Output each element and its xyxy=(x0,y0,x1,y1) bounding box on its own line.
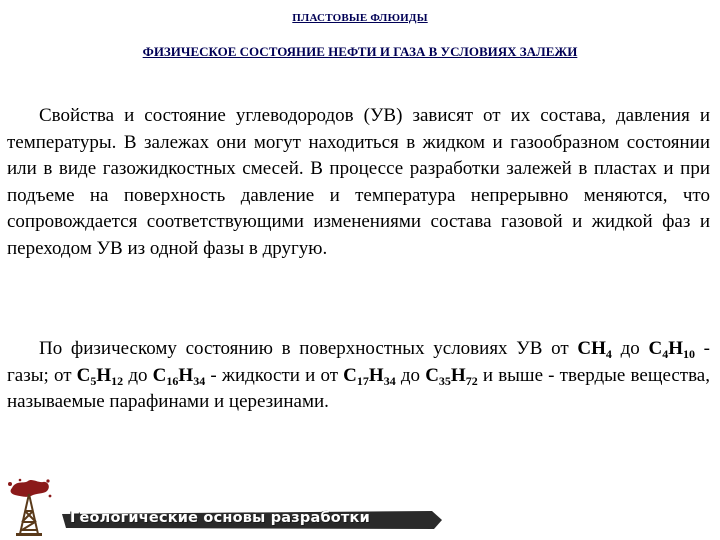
paragraph-properties: Свойства и состояние углеводородов (УВ) зависят от их состава, давления и температуры. В залежах они могут находиться в жидком и газообразном состоянии или в виде газожидкостных смесей. В процессе разработки залежей в пластах и при подъеме на поверхность давление и температура непрерывно меняются, что сопровождается соответствующими изменениями состава газовой и жидкой фаз и переходом УВ из одной фазы в другую. xyxy=(7,105,710,259)
slide-sub-title: ФИЗИЧЕСКОЕ СОСТОЯНИЕ НЕФТИ И ГАЗА В УСЛОВИЯХ ЗАЛЕЖИ xyxy=(142,44,578,59)
derrick-tower xyxy=(20,494,38,534)
paragraph-physical-state xyxy=(7,336,710,416)
oil-drop xyxy=(49,495,52,498)
oil-derrick-logo-icon xyxy=(6,478,52,536)
text-segment: По физическому состоянию в поверхностных условиях УВ от xyxy=(39,338,578,359)
formula-c5h12: $С_5Н_{12}$ xyxy=(76,364,124,388)
oil-drop xyxy=(8,482,12,486)
oil-drop xyxy=(46,479,49,482)
formula-c17h34: $С_{17}Н_{34}$ xyxy=(343,364,396,388)
formula-c16h34: $С_{16}Н_{34}$ xyxy=(152,364,206,388)
text-segment: - жидкости и от xyxy=(205,364,344,386)
oil-drop xyxy=(19,479,22,482)
text-segment: до xyxy=(611,338,649,359)
derrick-base xyxy=(16,533,42,536)
footer-course-title: Геологические основы разработки xyxy=(70,510,370,526)
text-segment: до xyxy=(123,364,153,386)
formula-ch4: $СН_4$ xyxy=(577,338,612,361)
slide-top-title: ПЛАСТОВЫЕ ФЛЮИДЫ xyxy=(292,12,428,24)
text-segment: - газы; от xyxy=(7,338,711,386)
formula-c35h72: $С_{35}Н_{72}$ xyxy=(425,364,478,388)
text-segment: до xyxy=(395,364,426,386)
text-segment: и выше - твердые вещества, называемые парафинами и церезинами. xyxy=(7,364,710,412)
formula-c4h10: $С_4Н_{10}$ xyxy=(648,338,695,361)
